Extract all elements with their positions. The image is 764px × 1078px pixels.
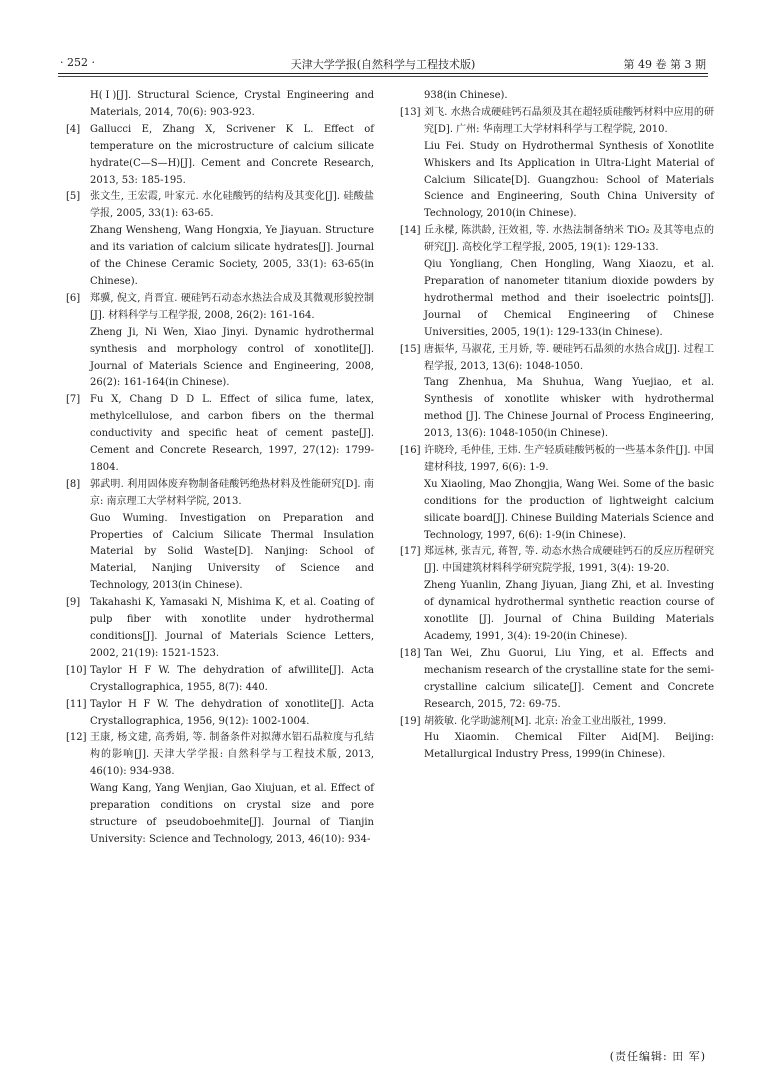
reference-entry: [66, 392, 374, 477]
reference-text: Taylor H F W. The dehydration of afwillite[J]. Acta Crystallographica, 1955, 8(7): 440.: [90, 664, 374, 693]
reference-number: [18]: [400, 647, 421, 659]
page-number: · 252 ·: [60, 56, 95, 69]
reference-entry: [400, 443, 714, 544]
reference-number: [4]: [66, 123, 81, 135]
reference-number: [15]: [400, 343, 421, 355]
running-header: [60, 52, 706, 74]
journal-title: 天津大学学报(自然科学与工程技术版): [290, 58, 476, 71]
reference-number: [17]: [400, 546, 421, 558]
reference-text: Fu X, Chang D D L. Effect of silica fume, latex, methylcellulose, and carbon fibers on the thermal conductivity and specific heat of cement paste[J]. Cement and Concrete Research, 1997, 27(12): 1799-1804.: [90, 394, 374, 473]
reference-translation: Zheng Yuanlin, Zhang Jiyuan, Jiang Zhi, et al. Investing of dynamical hydrothermal synthetic reaction course of xonotlite [J]. Journal of China Building Materials Academy, 1991, 3(4): 19-20(in Chinese).: [424, 580, 714, 642]
reference-text: 唐振华, 马淑花, 王月娇, 等. 硬硅钙石晶须的水热合成[J]. 过程工程学报, 2013, 13(6): 1048-1050.: [424, 343, 714, 372]
reference-text: Takahashi K, Yamasaki N, Mishima K, et al. Coating of pulp fiber with xonotlite under hydrothermal conditions[J]. Journal of Materials Science Letters, 2002, 21(19): 1521-1523.: [90, 597, 374, 659]
reference-number: [12]: [66, 732, 87, 744]
reference-text: 郑骥, 倪文, 肖晋宜. 硬硅钙石动态水热法合成及其微观形貌控制[J]. 材料科学与工程学报, 2008, 26(2): 161-164.: [90, 292, 374, 321]
reference-entry: [66, 88, 374, 122]
reference-text: 938(in Chinese).: [424, 90, 508, 101]
reference-entry: [400, 342, 714, 443]
reference-text: Taylor H F W. The dehydration of xonotlite[J]. Acta Crystallographica, 1956, 9(12): 1002-1004.: [90, 698, 374, 727]
reference-number: [16]: [400, 445, 421, 457]
reference-entry: [66, 697, 374, 731]
reference-number: [8]: [66, 478, 81, 490]
reference-translation: Xu Xiaoling, Mao Zhongjia, Wang Wei. Some of the basic conditions for the production of lightweight calcium silicate board[J]. Chinese Building Materials Science and Technology, 1997, 6(6): 1-9(in Chinese).: [424, 478, 714, 541]
reference-number: [14]: [400, 225, 421, 237]
reference-text: 王康, 杨文建, 高秀娟, 等. 制备条件对拟薄水铝石晶粒度与孔结构的影响[J]. 天津大学学报: 自然科学与工程技术版, 2013, 46(10): 934-938.: [90, 732, 374, 778]
reference-text: 郑远林, 张吉元, 蒋智, 等. 动态水热合成硬硅钙石的反应历程研究[J]. 中国建筑材料科学研究院学报, 1991, 3(4): 19-20.: [424, 546, 714, 575]
reference-text: Gallucci E, Zhang X, Scrivener K L. Effect of temperature on the microstructure of calcium silicate hydrate(C—S—H)[J]. Cement and Concrete Research, 2013, 53: 185-195.: [90, 123, 374, 186]
reference-number: [6]: [66, 292, 81, 304]
responsible-editor: (责任编辑: 田 军): [609, 1050, 706, 1063]
reference-translation: Hu Xiaomin. Chemical Filter Aid[M]. Beijing: Metallurgical Industry Press, 1999(in Chinese).: [424, 732, 714, 761]
volume-issue: 第 49 卷 第 3 期: [623, 58, 706, 71]
reference-entry: [400, 544, 714, 645]
reference-entry: [400, 714, 714, 765]
reference-text: 张文生, 王宏霞, 叶家元. 水化硅酸钙的结构及其变化[J]. 硅酸盐学报, 2005, 33(1): 63-65.: [90, 191, 374, 220]
reference-translation: Wang Kang, Yang Wenjian, Gao Xiujuan, et al. Effect of preparation conditions on crystal size and pore structure of pseudoboehmite[J]. Journal of Tianjin University: Science and Technology, 2013, 46(10): 934-: [90, 783, 374, 845]
reference-number: [13]: [400, 106, 421, 118]
reference-text: 刘飞. 水热合成硬硅钙石晶须及其在超轻质硅酸钙材料中应用的研究[D]. 广州: 华南理工大学材料科学与工程学院, 2010.: [424, 106, 714, 135]
reference-text: H(Ⅰ)[J]. Structural Science, Crystal Engineering and Materials, 2014, 70(6): 903-923.: [90, 90, 374, 118]
header-rule-thick: [58, 73, 708, 74]
reference-translation: Liu Fei. Study on Hydrothermal Synthesis of Xonotlite Whiskers and Its Application in Ultra-Light Material of Calcium Silicate[D]. Guangzhou: School of Materials Science and Engineering, South China University of Technology, 2010(in Chinese).: [424, 140, 714, 220]
reference-text: 胡筱敏. 化学助滤剂[M]. 北京: 冶金工业出版社, 1999.: [424, 715, 667, 727]
reference-number: [9]: [66, 597, 81, 609]
reference-text: 许晓玲, 毛仲佳, 王炜. 生产轻质硅酸钙板的一些基本条件[J]. 中国建材科技, 1997, 6(6): 1-9.: [424, 445, 714, 473]
reference-text: 郭武明. 利用固体废弃物制备硅酸钙绝热材料及性能研究[D]. 南京: 南京理工大学材料学院, 2013.: [90, 478, 374, 507]
reference-entry: [66, 477, 374, 595]
reference-entry: [400, 105, 714, 223]
reference-translation: Zheng Ji, Ni Wen, Xiao Jinyi. Dynamic hydrothermal synthesis and morphology control of xonotlite[J]. Journal of Materials Science and Engineering, 2008, 26(2): 161-164(in Chinese).: [90, 326, 374, 389]
reference-column-right: [400, 88, 714, 764]
reference-number: [10]: [66, 664, 87, 676]
reference-translation: Qiu Yongliang, Chen Hongling, Wang Xiaozu, et al. Preparation of nanometer titanium dioxide powders by hydrothermal method and their isoelectric points[J]. Journal of Chemical Engineering of Chinese Universities, 2005, 19(1): 129-133(in Chinese).: [424, 259, 714, 338]
reference-entry: [66, 730, 374, 848]
reference-entry: [66, 291, 374, 392]
reference-translation: Guo Wuming. Investigation on Preparation and Properties of Calcium Silicate Thermal Insulation Material by Solid Waste[D]. Nanjing: School of Material, Nanjing University of Science and Technology, 2013(in Chinese).: [90, 512, 374, 592]
reference-text: Tan Wei, Zhu Guorui, Liu Ying, et al. Effects and mechanism research of the crystalline state for the semi-crystalline calcium silicate[J]. Cement and Concrete Research, 2015, 72: 69-75.: [424, 647, 714, 710]
reference-entry: [400, 646, 714, 714]
reference-entry: [66, 122, 374, 190]
reference-text: 丘永樑, 陈洪龄, 汪效祖, 等. 水热法制备纳米 TiO₂ 及其等电点的研究[J]. 高校化学工程学报, 2005, 19(1): 129-133.: [424, 225, 714, 254]
reference-number: [11]: [66, 698, 87, 710]
reference-entry: [66, 189, 374, 290]
reference-entry: [66, 595, 374, 663]
reference-number: [7]: [66, 394, 81, 406]
reference-translation: Zhang Wensheng, Wang Hongxia, Ye Jiayuan. Structure and its variation of calcium silicate hydrates[J]. Journal of the Chinese Ceramic Society, 2005, 33(1): 63-65(in Chinese).: [90, 225, 374, 287]
reference-entry: [66, 663, 374, 697]
reference-number: [5]: [66, 191, 81, 203]
reference-number: [19]: [400, 715, 421, 727]
reference-column-left: [66, 88, 374, 849]
header-rule-thin: [58, 76, 708, 77]
reference-translation: Tang Zhenhua, Ma Shuhua, Wang Yuejiao, et al. Synthesis of xonotlite whisker with hydrothermal method [J]. The Chinese Journal of Process Engineering, 2013, 13(6): 1048-1050(in Chinese).: [424, 377, 714, 440]
reference-entry: [400, 223, 714, 341]
reference-entry: [400, 88, 714, 105]
